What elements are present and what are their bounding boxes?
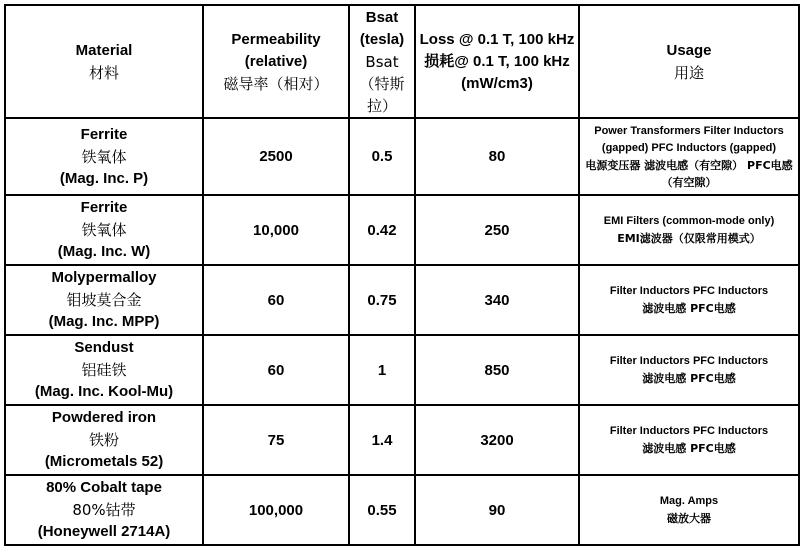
bsat-cell: 1.4 [349, 405, 415, 475]
material-grade: (Mag. Inc. MPP) [48, 313, 160, 330]
header-bsat [349, 5, 415, 118]
header-material-en: Material [75, 41, 133, 59]
header-usage-en: Usage [666, 41, 712, 59]
header-permeability-en: Permeability (relative) [231, 30, 321, 70]
header-material [5, 5, 203, 118]
table-row [5, 195, 799, 265]
usage-zh: 滤波电感 PFC电感 [642, 302, 736, 315]
table-row [5, 405, 799, 475]
material-name-en: Sendust [74, 339, 134, 356]
table-row [5, 265, 799, 335]
permeability-cell: 60 [203, 265, 349, 335]
material-grade: (Micrometals 52) [44, 453, 164, 470]
usage-en: Filter Inductors PFC Inductors [609, 285, 769, 297]
material-cell [5, 118, 203, 195]
material-name-en: Powdered iron [51, 409, 157, 426]
material-name-zh: 铁氧体 [81, 147, 127, 166]
material-grade: (Mag. Inc. Kool-Mu) [34, 383, 174, 400]
material-name-en: Ferrite [80, 199, 128, 216]
material-name-en: Molypermalloy [51, 269, 157, 286]
usage-zh: 磁放大器 [667, 512, 711, 525]
usage-en: Mag. Amps [659, 495, 719, 507]
usage-cell [579, 405, 799, 475]
material-cell [5, 265, 203, 335]
usage-cell [579, 195, 799, 265]
material-name-zh: 铁粉 [88, 431, 119, 449]
material-cell [5, 195, 203, 265]
header-loss-zh: 损耗@ 0.1 T, 100 kHz [424, 52, 570, 70]
header-usage [579, 5, 799, 118]
permeability-cell: 10,000 [203, 195, 349, 265]
loss-cell: 850 [415, 335, 579, 405]
bsat-cell: 0.55 [349, 475, 415, 545]
usage-zh: 滤波电感 PFC电感 [642, 442, 736, 455]
material-grade: (Honeywell 2714A) [37, 523, 171, 540]
table-row [5, 118, 799, 195]
material-cell [5, 475, 203, 545]
material-name-en: 80% Cobalt tape [46, 479, 162, 496]
material-name-zh: 铝硅铁 [81, 361, 127, 379]
loss-cell: 3200 [415, 405, 579, 475]
usage-cell [579, 118, 799, 195]
material-name-zh: 80%钴带 [72, 501, 136, 519]
header-usage-zh: 用途 [673, 63, 704, 82]
material-name-zh: 铁氧体 [81, 221, 127, 239]
usage-cell [579, 475, 799, 545]
header-bsat-zh: Bsat （特斯拉） [359, 52, 405, 115]
header-loss-unit: (mW/cm3) [461, 74, 533, 92]
material-cell [5, 405, 203, 475]
material-name-en: Ferrite [80, 125, 128, 143]
bsat-cell: 0.75 [349, 265, 415, 335]
material-grade: (Mag. Inc. P) [59, 169, 149, 187]
bsat-cell: 0.42 [349, 195, 415, 265]
permeability-cell: 60 [203, 335, 349, 405]
loss-cell: 80 [415, 118, 579, 195]
materials-table [4, 4, 800, 546]
header-bsat-en: Bsat (tesla) [359, 8, 405, 48]
header-row [5, 5, 799, 118]
material-name-zh: 钼坡莫合金 [66, 291, 142, 309]
usage-cell [579, 335, 799, 405]
table-row [5, 475, 799, 545]
usage-zh: 滤波电感 PFC电感 [642, 372, 736, 385]
loss-cell: 250 [415, 195, 579, 265]
loss-cell: 340 [415, 265, 579, 335]
material-grade: (Mag. Inc. W) [57, 243, 151, 260]
header-loss-en: Loss @ 0.1 T, 100 kHz [419, 30, 575, 48]
usage-zh: EMI滤波器（仅限常用模式） [617, 232, 761, 245]
usage-zh: 电源变压器 滤波电感（有空隙） PFC电感（有空隙） [585, 158, 793, 189]
loss-cell: 90 [415, 475, 579, 545]
permeability-cell: 100,000 [203, 475, 349, 545]
usage-cell [579, 265, 799, 335]
bsat-cell: 1 [349, 335, 415, 405]
usage-en: Power Transformers Filter Inductors (gapped) PFC Inductors (gapped) [594, 124, 784, 154]
permeability-cell: 2500 [203, 118, 349, 195]
header-material-zh: 材料 [88, 63, 119, 82]
usage-en: Filter Inductors PFC Inductors [609, 425, 769, 437]
material-cell [5, 335, 203, 405]
usage-en: EMI Filters (common-mode only) [603, 215, 775, 227]
permeability-cell: 75 [203, 405, 349, 475]
table-row [5, 335, 799, 405]
bsat-cell: 0.5 [349, 118, 415, 195]
header-permeability [203, 5, 349, 118]
header-permeability-zh: 磁导率（相对） [223, 74, 329, 93]
header-loss [415, 5, 579, 118]
usage-en: Filter Inductors PFC Inductors [609, 355, 769, 367]
